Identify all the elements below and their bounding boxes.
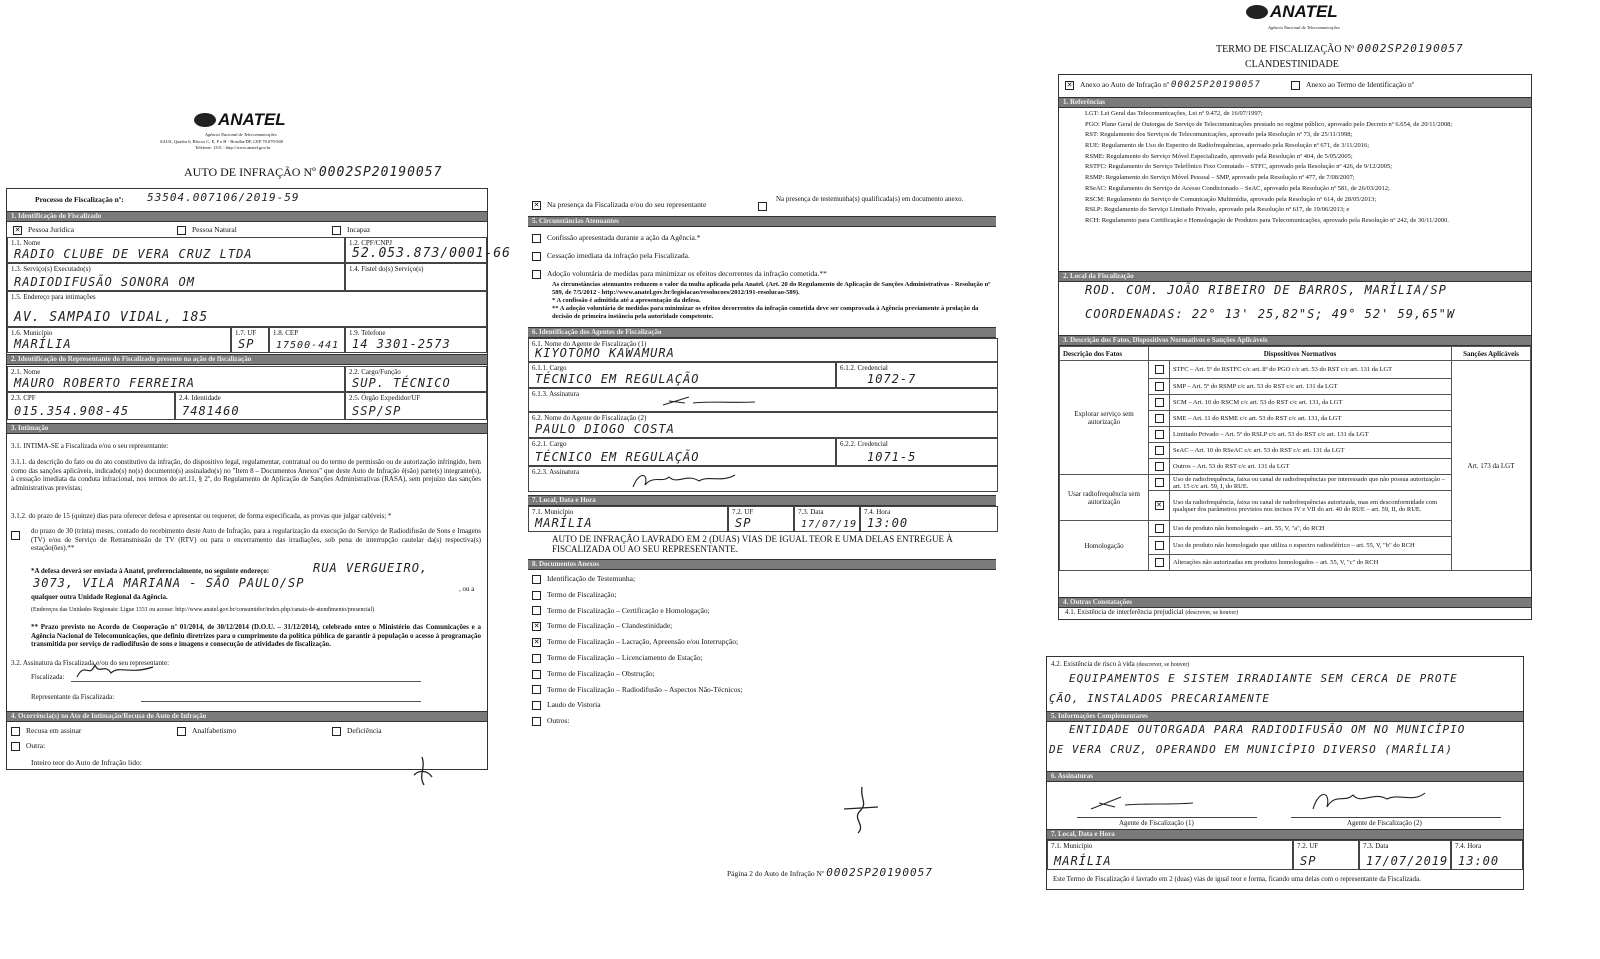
atenuante-1[interactable]: Confissão apresentada durante a ação da Agência.* bbox=[532, 233, 700, 243]
agente2-assinatura-field[interactable]: 6.2.3. Assinatura bbox=[528, 466, 998, 492]
page3-subtitle: CLANDESTINIDADE bbox=[1245, 59, 1339, 70]
data-field[interactable]: 7.3. Data 17/07/2019 bbox=[1359, 840, 1451, 870]
cpf-field[interactable]: 2.3. CPF 015.354.908-45 bbox=[7, 392, 175, 420]
presenca-testemunha-label: Na presença de testemunha(s) qualificada(s) em documento anexo. bbox=[776, 195, 964, 203]
dispositivo-checkbox-cell[interactable] bbox=[1149, 379, 1170, 395]
agente2-signature bbox=[629, 469, 739, 491]
checkbox-checked[interactable]: ✕ bbox=[14, 225, 21, 234]
dispositivo-checkbox-cell[interactable] bbox=[1149, 475, 1170, 491]
confissao-note: * A confissão é admitida até a apresentação da defesa. bbox=[552, 297, 701, 304]
atenuantes-note: As circunstâncias atenuantes reduzem o valor da multa aplicada pela Anatel. (Art. 20 do Regulamento de Aplicação de Sanções Administrativas - Resolução nº 589, de 7/5/2012 - http://www.anatel.gov.br/legislacao/resolucoes/2012/191-resolucao-589). bbox=[552, 281, 991, 296]
signature-line bbox=[1077, 817, 1257, 818]
section-documentos: 8. Documentos Anexos bbox=[528, 559, 996, 570]
page2-footer: Página 2 do Auto de Infração Nº 0002SP20190057 bbox=[727, 866, 933, 879]
anatel-logo: ANATEL bbox=[1246, 2, 1338, 22]
dispositivo-checkbox-cell[interactable] bbox=[1149, 427, 1170, 443]
referencia-item: RCH: Regulamento para Certificação e Homologação de Produtos para Telecomunicações, aprovado pela Resolução nº 242, de 30/11/2000. bbox=[1085, 216, 1449, 224]
checkbox[interactable] bbox=[1155, 478, 1164, 487]
documento-item[interactable]: Termo de Fiscalização – Radiodifusão – Aspectos Não-Técnicos; bbox=[532, 685, 742, 695]
section-info: 5. Informações Complementares bbox=[1047, 711, 1523, 722]
checkbox[interactable] bbox=[532, 591, 541, 600]
recusa-option[interactable]: Recusa em assinar bbox=[11, 726, 81, 736]
section-ocorrencias: 4. Ocorrência(s) no Ato de Intimação/Recusa do Auto de Infração bbox=[7, 711, 487, 722]
checkbox[interactable] bbox=[332, 226, 341, 235]
form-page1 bbox=[6, 188, 511, 770]
nome-field[interactable]: 1.1. Nome RADIO CLUBE DE VERA CRUZ LTDA bbox=[7, 237, 345, 263]
dispositivo-checkbox-cell[interactable] bbox=[1149, 537, 1170, 555]
dispositivo-checkbox-cell[interactable] bbox=[1149, 411, 1170, 427]
defesa-address-1: RUA VERGUEIRO, bbox=[313, 561, 429, 575]
dispositivo-label: Alterações não autorizadas em produtos homologados – art. 55, V, "c" do RCH bbox=[1170, 555, 1452, 571]
form-page3-continuation bbox=[1046, 656, 1524, 890]
uf-field[interactable]: 7.2. UF SP bbox=[1293, 840, 1359, 870]
hora-field[interactable]: 7.4. Hora 13:00 bbox=[1451, 840, 1523, 870]
section-assinaturas: 6. Assinaturas bbox=[1047, 771, 1523, 782]
checkbox[interactable] bbox=[532, 654, 541, 663]
cargo-field[interactable]: 2.2. Cargo/Função SUP. TÉCNICO bbox=[345, 366, 487, 392]
anexo-termo-option[interactable]: Anexo ao Termo de Identificação nº bbox=[1291, 80, 1414, 90]
checkbox[interactable] bbox=[11, 742, 20, 751]
item-313-checkbox[interactable] bbox=[11, 530, 26, 540]
checkbox[interactable] bbox=[532, 252, 541, 261]
defesa-text: *A defesa deverá ser enviada à Anatel, preferencialmente, no seguinte endereço: bbox=[31, 567, 270, 575]
agente1-cargo-field[interactable]: 6.1.1. Cargo TÉCNICO EM REGULAÇÃO bbox=[528, 362, 836, 388]
checkbox[interactable] bbox=[532, 270, 541, 279]
section-local: 2. Local da Fiscalização bbox=[1059, 271, 1531, 282]
intimacao-text: 3.1. INTIMA-SE a Fiscalizada e/ou o seu representante: bbox=[11, 442, 169, 450]
risco-text-1: EQUIPAMENTOS E SISTEM IRRADIANTE SEM CERCA DE PROTE bbox=[1069, 672, 1458, 685]
info-text-1: ENTIDADE OUTORGADA PARA RADIODIFUSÃO OM NO MUNICÍPIO bbox=[1069, 723, 1466, 736]
signature-line bbox=[1291, 817, 1501, 818]
dispositivo-label: SME – Art. 11 do RSME c/c art. 53 do RST c/c art. 131, da LGT bbox=[1170, 411, 1452, 427]
atenuante-3[interactable]: Adoção voluntária de medidas para minimizar os efeitos decorrentes da infração cometida.** bbox=[532, 269, 827, 279]
local-coordenadas: COORDENADAS: 22° 13' 25,82"S; 49° 52' 59,65"W bbox=[1085, 307, 1456, 321]
checkbox[interactable] bbox=[532, 606, 541, 615]
dispositivo-checkbox-cell[interactable] bbox=[1149, 555, 1170, 571]
uf-field[interactable]: 7.2. UF SP bbox=[728, 506, 794, 532]
termo-number: 0002SP20190057 bbox=[1356, 42, 1464, 55]
dispositivo-label: Uso de radiofrequência, faixa ou canal de radiofrequências por interessado que não possua autorização – art. 15 c/c art. 59, I, do RUE. bbox=[1170, 475, 1452, 491]
checkbox[interactable] bbox=[532, 670, 541, 679]
processo-label: Processo de Fiscalização nº: bbox=[35, 195, 124, 204]
orgao-field[interactable]: 2.5. Órgão Expedidor/UF SSP/SP bbox=[345, 392, 487, 420]
cep-field[interactable]: 1.8. CEP 17500-441 bbox=[269, 327, 345, 353]
section-intimacao: 3. Intimação bbox=[7, 423, 487, 434]
form-page2 bbox=[528, 195, 998, 730]
checkbox[interactable] bbox=[177, 727, 186, 736]
documento-item[interactable]: ✕ Termo de Fiscalização – Lacração, Apreensão e/ou Interrupção; bbox=[533, 637, 739, 647]
agency-phone: Telefone: 1331 - http://www.anatel.gov.br bbox=[195, 145, 271, 150]
dispositivo-label: SCM – Art. 10 do RSCM c/c art. 53 do RST c/c art. 131, da LGT bbox=[1170, 395, 1452, 411]
dispositivo-checkbox-cell[interactable] bbox=[1149, 491, 1170, 521]
dispositivo-checkbox-cell[interactable] bbox=[1149, 459, 1170, 475]
documento-item[interactable]: ✕ Termo de Fiscalização – Clandestinidade; bbox=[533, 621, 673, 631]
checkbox[interactable] bbox=[1155, 446, 1164, 455]
adocao-note: ** A adoção voluntária de medidas para minimizar os efeitos decorrentes da infração cometida deve ser comprovada à Agência previamente à prolação da decisão de primeira instância pela autoridade competente. bbox=[552, 305, 979, 320]
checkbox[interactable] bbox=[1155, 541, 1164, 550]
agente1-label: Agente de Fiscalização (1) bbox=[1119, 819, 1194, 827]
agente1-nome-field[interactable]: 6.1. Nome do Agente de Fiscalização (1) KIYOTOMO KAWAMURA bbox=[528, 338, 998, 362]
referencia-item: RSCM: Regulamento do Serviço de Comunicação Multimídia, aprovado pela Resolução nº 614, de 28/05/2013; bbox=[1085, 195, 1377, 203]
fistel-field[interactable]: 1.4. Fistel do(s) Serviço(s) bbox=[345, 263, 487, 291]
defesa-address-2: 3073, VILA MARIANA - SÃO PAULO/SP bbox=[33, 576, 305, 590]
grupo-fatos: Homologação bbox=[1060, 521, 1149, 571]
risco-text-2: ÇÃO, INSTALADOS PRECARIAMENTE bbox=[1049, 692, 1271, 705]
checkbox[interactable] bbox=[1155, 365, 1164, 374]
documento-item[interactable]: Termo de Fiscalização – Certificação e Homologação; bbox=[532, 606, 710, 616]
dispositivo-label: Outros – Art. 53 do RST c/c art. 131 da LGT bbox=[1170, 459, 1452, 475]
checkbox[interactable] bbox=[532, 234, 541, 243]
lavrado-text: AUTO DE INFRAÇÃO LAVRADO EM 2 (DUAS) VIAS DE IGUAL TEOR E UMA DELAS ENTREGUE À FISCALIZADA OU AO SEU REPRESENTANTE. bbox=[552, 534, 953, 554]
sancao-cell: Art. 173 da LGT bbox=[1452, 361, 1531, 571]
anatel-logo-icon bbox=[194, 113, 216, 127]
grupo-fatos: Usar radiofrequência sem autorização bbox=[1060, 475, 1149, 521]
checkbox[interactable] bbox=[532, 685, 541, 694]
checkbox[interactable] bbox=[1155, 414, 1164, 423]
auto-number: 0002SP20190057 bbox=[318, 165, 443, 180]
dispositivo-checkbox-cell[interactable] bbox=[1149, 361, 1170, 379]
enderecos-text: (Endereços das Unidades Regionais: Ligue 1331 ou acesse: http://www.anatel.gov.br/consumidor/index.php/canais-de-atendimento/presencial) bbox=[31, 607, 375, 613]
dispositivo-checkbox-cell[interactable] bbox=[1149, 395, 1170, 411]
checkbox[interactable] bbox=[1155, 462, 1164, 471]
agente1-signature bbox=[659, 393, 759, 409]
checkbox[interactable]: ✕ bbox=[533, 637, 540, 646]
anatel-logo-icon bbox=[1246, 5, 1268, 19]
item-313: do prazo de 30 (trinta) meses, contado do recebimento deste Auto de Infração, para a regularização da execução do Serviço de Radiodifusão de Sons e Imagens (TV) e/ou de Serviço de Retransmissão de TV (RTV) ou para o encerramento das irradiações, sob pena de interrupção cautelar da(s) respectiva(s) estação(ões).** bbox=[31, 527, 481, 552]
cnpj-field[interactable]: 1.2. CPF/CNPJ 52.053.873/0001-66 bbox=[345, 237, 487, 263]
municipio-field[interactable]: 7.1. Município MARÍLIA bbox=[1047, 840, 1293, 870]
prazo-text: ** Prazo previsto no Acordo de Cooperação nº 01/2014, de 30/12/2014 (D.O.U. – 31/12/2014), celebrado entre o Ministério das Comunicações e a Agência Nacional de Telecomunicações, que definiu diretrizes para o cumprimento da política pública de garantir à população o acesso à programação transmitida por serviço de radiodifusão de sons e imagens e consecução de atividades de fiscalização. bbox=[31, 623, 481, 648]
checkbox[interactable] bbox=[758, 202, 767, 211]
page1-signature-mark bbox=[408, 755, 438, 797]
dispositivos-body bbox=[1060, 361, 1531, 571]
outra-option[interactable]: Outra: bbox=[11, 741, 45, 751]
dispositivo-label: SeAC – Art. 10 do RSeAC c/c art. 53 do RST c/c art. 131 da LGT bbox=[1170, 443, 1452, 459]
dispositivo-checkbox-cell[interactable] bbox=[1149, 521, 1170, 537]
info-text-2: DE VERA CRUZ, OPERANDO EM MUNICÍPIO DIVERSO (MARÍLIA) bbox=[1049, 743, 1453, 756]
municipio-field[interactable]: 1.6. Município MARÍLIA bbox=[7, 327, 231, 353]
section-identificacao: 1. Identificação do Fiscalizado bbox=[7, 211, 487, 222]
pessoa-natural-option[interactable]: Pessoa Natural bbox=[177, 225, 237, 235]
atenuante-2[interactable]: Cessação imediata da infração pela Fiscalizada. bbox=[532, 251, 690, 261]
checkbox[interactable] bbox=[1291, 81, 1300, 90]
checkbox[interactable] bbox=[332, 727, 341, 736]
agente1-signature bbox=[1087, 793, 1197, 815]
agente1-credencial-field[interactable]: 6.1.2. Credencial 1072-7 bbox=[836, 362, 998, 388]
signature-line bbox=[71, 681, 421, 682]
item-312: 3.1.2. do prazo de 15 (quinze) dias para oferecer defesa e apresentar ou requerer, de forma especificada, as provas que julgar cabíveis; * bbox=[11, 512, 392, 520]
local-endereco: ROD. COM. JOÃO RIBEIRO DE BARROS, MARÍLIA/SP bbox=[1085, 283, 1447, 297]
documento-item[interactable]: Termo de Fiscalização – Licenciamento de Estação; bbox=[532, 653, 703, 663]
documento-item[interactable]: Identificação de Testemunha; bbox=[532, 574, 635, 584]
referencias-list bbox=[1085, 110, 1525, 228]
agency-name: Agência Nacional de Telecomunicações bbox=[205, 132, 277, 137]
assinatura-label: 3.2. Assinatura da Fiscalizada e/ou do seu representante: bbox=[11, 659, 170, 667]
dispositivo-checkbox-cell[interactable] bbox=[1149, 443, 1170, 459]
col-dispositivos: Dispositivos Normativos bbox=[1149, 347, 1452, 361]
documento-item[interactable]: Laudo de Vistoria bbox=[532, 700, 601, 710]
agente2-credencial-field[interactable]: 6.2.2. Credencial 1071-5 bbox=[836, 438, 998, 466]
processo-value: 53504.007106/2019-59 bbox=[147, 191, 300, 204]
col-descricao: Descrição dos Fatos bbox=[1060, 347, 1149, 361]
checkbox[interactable] bbox=[1155, 558, 1164, 567]
section-agentes: 6. Identificação dos Agentes de Fiscalização bbox=[528, 327, 996, 338]
fiscalizada-label: Fiscalizada: bbox=[31, 673, 65, 681]
page3-title: TERMO DE FISCALIZAÇÃO Nº 0002SP20190057 bbox=[1216, 42, 1464, 55]
hora-field[interactable]: 7.4. Hora 13:00 bbox=[860, 506, 998, 532]
section-referencias: 1. Referências bbox=[1059, 97, 1531, 108]
checkbox[interactable]: ✕ bbox=[1156, 501, 1162, 509]
checkbox-checked[interactable]: ✕ bbox=[533, 200, 540, 209]
checkbox[interactable] bbox=[532, 701, 541, 710]
page2-signature-mark bbox=[838, 785, 884, 837]
agente2-signature bbox=[1309, 785, 1429, 815]
dispositivo-label: Uso de produto não homologado que utiliza o espectro radioelétrico – art. 55, V, "b" do RCH bbox=[1170, 537, 1452, 555]
interferencia-label: 4.1. Existência de interferência prejudicial (descrever, se houver) bbox=[1065, 608, 1239, 616]
referencia-item: RSeAC: Regulamento do Serviço de Acesso Condicionado – SeAC, aprovado pela Resolução nº 581, de 26/03/2012; bbox=[1085, 184, 1390, 192]
analfabetismo-option[interactable]: Analfabetismo bbox=[177, 726, 236, 736]
unidade-text: qualquer outra Unidade Regional da Agência. bbox=[31, 593, 168, 601]
dispositivo-label: Limitado Privado – Art. 5º do RSLP c/c art. 53 do RST c/c art. 131 da LGT bbox=[1170, 427, 1452, 443]
section-fatos: 3. Descrição dos Fatos, Dispositivos Normativos e Sanções Aplicáveis bbox=[1059, 335, 1531, 346]
checkbox[interactable] bbox=[1155, 398, 1164, 407]
data-field[interactable]: 7.3. Data 17/07/19 bbox=[794, 506, 860, 532]
checkbox[interactable] bbox=[177, 226, 186, 235]
referencia-item: RSLP: Regulamento do Serviço Limitado Privado, aprovado pela Resolução nº 617, de 19/06/2013; e bbox=[1085, 206, 1350, 214]
checkbox[interactable] bbox=[532, 717, 541, 726]
presenca-testemunha-checkbox[interactable] bbox=[758, 201, 773, 211]
section-representante: 2. Identificação do Representante do Fiscalizado presente na ação de fiscalização bbox=[7, 354, 487, 365]
agency-address: SAUS, Quadra 6, Blocos C, E, F e H - Brasília/DF, CEP 70.070-940 bbox=[160, 139, 283, 144]
dispositivo-label: Uso da radiofrequência, faixa ou canal de radiofrequências autorizada, mas em desconformidade com qualquer dos parâmetros previstos nos incisos IV e VII do art. 40 do RUE – art. 59, II, do RUE. bbox=[1170, 491, 1452, 521]
referencia-item: RSMP: Regulamento do Serviço Móvel Pessoal – SMP, aprovado pela Resolução nº 477, de 7/08/2007; bbox=[1085, 174, 1355, 182]
referencia-item: RUE: Regulamento de Uso do Espectro de Radiofrequências, aprovado pela Resolução nº 671, de 3/11/2016; bbox=[1085, 142, 1370, 150]
referencia-item: RST: Regulamento dos Serviços de Telecomunicações, aprovado pela Resolução nº 73, de 25/11/1998; bbox=[1085, 131, 1353, 139]
identidade-field[interactable]: 2.4. Identidade 7481460 bbox=[175, 392, 345, 420]
referencia-item: LGT: Lei Geral das Telecomunicações, Lei nº 9.472, de 16/07/1997; bbox=[1085, 110, 1263, 117]
endereco-field[interactable]: 1.5. Endereço para intimações AV. SAMPAIO VIDAL, 185 bbox=[7, 291, 487, 327]
agente1-assinatura-field[interactable]: 6.1.3. Assinatura bbox=[528, 388, 998, 412]
dispositivo-row bbox=[1060, 361, 1531, 379]
agente2-nome-field[interactable]: 6.2. Nome do Agente de Fiscalização (2) PAULO DIOGO COSTA bbox=[528, 412, 998, 438]
item-311: 3.1.1. da descrição do fato ou do ato constitutivo da infração, do dispositivo legal, regulamentar, contratual ou do termo de permissão ou de autorização infringido, bem como das sanções aplicáveis, indicado(s) no(s) documento(s) assinalado(s) no "Item 8 – Documentos Anexos" que deste Auto de Infração é(são) parte(s) integrante(s), à cessação imediata da conduta infracional, nos termos do art.11, § 2º, do Regulamento de Aplicação de Sanções Administrativas (RASA), sem prejuízo das sanções administrativas previstas; bbox=[11, 458, 481, 492]
referencia-item: PGO: Plano Geral de Outorgas de Serviço de Telecomunicações prestado no regime público, aprovado pelo Decreto nº 6.654, de 20/11/2008; bbox=[1085, 120, 1453, 128]
deficiencia-option[interactable]: Deficiência bbox=[332, 726, 382, 736]
page-title: AUTO DE INFRAÇÃO Nº 0002SP20190057 bbox=[184, 165, 443, 180]
col-sancoes: Sanções Aplicáveis bbox=[1452, 347, 1531, 361]
pessoa-juridica-option[interactable]: ✕ Pessoa Jurídica bbox=[14, 225, 75, 234]
incapaz-option[interactable]: Incapaz bbox=[332, 225, 370, 235]
checkbox[interactable] bbox=[1155, 382, 1164, 391]
referencia-item: RSME: Regulamento do Serviço Móvel Especializado, aprovado pela Resolução nº 404, de 5/05/2005; bbox=[1085, 152, 1353, 160]
checkbox[interactable] bbox=[11, 727, 20, 736]
municipio-field[interactable]: 7.1. Município MARÍLIA bbox=[528, 506, 728, 532]
dispositivo-label: SMP – Art. 5º do RSMP c/c art. 53 do RST c/c art. 131 da LGT bbox=[1170, 379, 1452, 395]
section-atenuantes: 5. Circunstâncias Atenuantes bbox=[528, 216, 996, 227]
representante-label: Representante da Fiscalizada: bbox=[31, 693, 115, 701]
fiscalizada-signature bbox=[75, 659, 155, 681]
section-local-data: 7. Local, Data e Hora bbox=[1047, 829, 1523, 840]
risco-label: 4.2. Existência de risco à vida (descrever, se houver) bbox=[1051, 660, 1190, 668]
termo-footer: Este Termo de Fiscalização é lavrado em 2 (duas) vias de igual teor e forma, ficando uma delas com o representante da Fiscalizada. bbox=[1053, 875, 1421, 883]
signature-line bbox=[141, 701, 421, 702]
inteiro-teor-label: Inteiro teor do Auto de Infração lido: bbox=[31, 758, 142, 767]
section-outras: 4. Outras Constatações bbox=[1059, 597, 1531, 608]
checkbox[interactable] bbox=[532, 575, 541, 584]
dispositivo-label: STFC – Art. 5º do RSTFC c/c art. 8º do PGO c/c art. 53 do RST c/c art. 131 da LGT bbox=[1170, 361, 1452, 379]
documento-item[interactable]: Termo de Fiscalização – Obstrução; bbox=[532, 669, 655, 679]
uf-field[interactable]: 1.7. UF SP bbox=[231, 327, 269, 353]
form-page3 bbox=[1058, 74, 1532, 620]
checkbox-checked[interactable]: ✕ bbox=[1066, 80, 1073, 89]
checkbox[interactable] bbox=[11, 531, 20, 540]
documento-item[interactable]: Outros: bbox=[532, 716, 570, 726]
section-local-data: 7. Local, Data e Hora bbox=[528, 495, 996, 506]
checkbox[interactable] bbox=[1155, 430, 1164, 439]
agente2-cargo-field[interactable]: 6.2.1. Cargo TÉCNICO EM REGULAÇÃO bbox=[528, 438, 836, 466]
presenca-fiscalizada-option[interactable]: ✕ Na presença da Fiscalizada e/ou do seu representante bbox=[533, 200, 707, 209]
anatel-logo: ANATEL bbox=[194, 110, 286, 130]
dispositivo-label: Uso de produto não homologado – art. 55, V, "a", do RCH bbox=[1170, 521, 1452, 537]
telefone-field[interactable]: 1.9. Telefone 14 3301-2573 bbox=[345, 327, 487, 353]
servico-field[interactable]: 1.3. Serviço(s) Executado(s) RADIODIFUSÃO SONORA OM bbox=[7, 263, 345, 291]
grupo-fatos: Explorar serviço sem autorização bbox=[1060, 361, 1149, 475]
checkbox[interactable] bbox=[1155, 524, 1164, 533]
dispositivos-table bbox=[1059, 346, 1531, 571]
agency-name: Agência Nacional de Telecomunicações bbox=[1268, 25, 1340, 30]
checkbox[interactable]: ✕ bbox=[533, 622, 540, 631]
anexo-auto-option[interactable]: ✕ Anexo ao Auto de Infração nº 0002SP20190057 bbox=[1066, 80, 1261, 90]
documento-item[interactable]: Termo de Fiscalização; bbox=[532, 590, 616, 600]
rep-nome-field[interactable]: 2.1. Nome MAURO ROBERTO FERREIRA bbox=[7, 366, 345, 392]
agente2-label: Agente de Fiscalização (2) bbox=[1347, 819, 1422, 827]
referencia-item: RSTFC: Regulamento do Serviço Telefônico Fixo Comutado – STFC, aprovado pela Resolução nº 426, de 9/12/2005; bbox=[1085, 163, 1393, 171]
ou-a-text: , ou a bbox=[459, 585, 475, 593]
